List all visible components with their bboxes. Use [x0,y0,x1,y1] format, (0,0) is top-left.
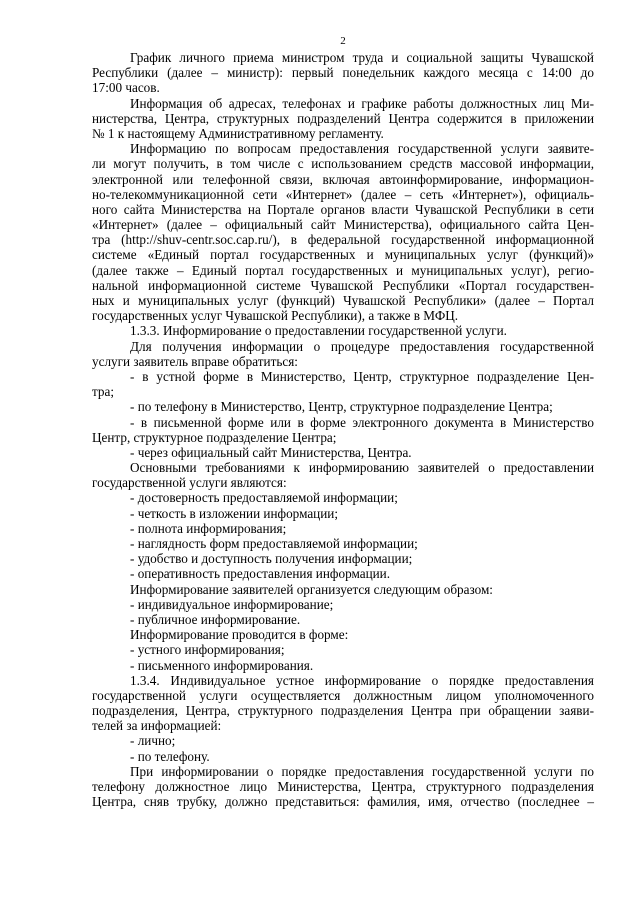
text-line: электронной или телефонной связи, включая автоинформирование, информацион- [92,171,594,187]
text-line: Информацию по вопросам предоставления государственной услуги заявите- [130,141,594,157]
text-line: 1.3.3. Информирование о предоставлении государственной услуги. [130,323,507,339]
document-body [92,50,594,809]
text-line: Для получения информации о процедуре предоставления государственной [130,338,594,354]
text-line: телей за информацией: [92,718,222,734]
text-line: - достоверность предоставляемой информации; [130,490,398,506]
text-line: государственных услуг Чувашской Республики), а также в МФЦ. [92,308,459,324]
text-line: Информация об адресах, телефонах и графике работы должностных лиц Ми- [130,95,594,111]
text-line: ли могут получить, в том числе с использованием средств массовой информации, [92,156,594,172]
text-line: № 1 к настоящему Административному регламенту. [92,125,384,141]
text-line: государственной услуги являются: [92,475,287,491]
text-line: - оперативность предоставления информации. [130,566,391,582]
text-line: тра (http://shuv-centr.soc.cap.ru/), в федеральной государственной информационной [92,232,594,248]
text-line: Основными требованиями к информированию заявителей о предоставлении [130,460,594,476]
text-line: - устного информирования; [130,642,285,658]
text-line: 17:00 часов. [92,80,160,96]
text-line: - публичное информирование. [130,611,301,627]
text-line: Информирование проводится в форме: [130,627,349,643]
text-line: Республики (далее – министр): первый понедельник каждого месяца с 14:00 до [92,65,594,81]
text-line: системе «Единый портал государственных и муниципальных услуг (функций)» [92,247,594,263]
text-line: - в устной форме в Министерство, Центр, структурное подразделение Цен- [130,368,594,384]
text-line: Центра, сняв трубку, должно представиться: фамилия, имя, отчество (последнее – [92,794,594,810]
text-line: государственной услуги осуществляется должностным лицом уполномоченного [92,687,594,703]
text-line: При информировании о порядке предоставления государственной услуги по [130,763,594,779]
text-line: нистерства, Центра, структурных подразделений Центра содержится в приложении [92,110,594,126]
text-line: тра; [92,384,115,400]
text-line: - в письменной форме или в форме электронного документа в Министерство [130,414,594,430]
text-line: нальной информационной системе Чувашской Республики «Портал государствен- [92,277,594,293]
text-line: Информирование заявителей организуется следующим образом: [130,581,493,597]
text-line: - письменного информирования. [130,657,314,673]
text-line: Центр, структурное подразделение Центра; [92,429,337,445]
text-line: - наглядность форм предоставляемой информации; [130,536,418,551]
text-line: услуги заявитель вправе обратиться: [92,353,298,369]
text-line: 1.3.4. Индивидуальное устное информирование о порядке предоставления [130,672,594,688]
text-line: (далее также – Единый портал государственных и муниципальных услуг), регио- [92,262,594,278]
text-line: «Интернет» (далее – официальный сайт Министерства), официального сайта Цен- [92,217,594,233]
text-line: телефону должностное лицо Министерства, Центра, структурного подразделения [92,779,594,794]
text-line: подразделения, Центра, структурного подразделения Центра при обращении заяви- [92,703,594,719]
text-line: - лично; [130,733,176,749]
text-line: - индивидуальное информирование; [130,596,334,612]
page-number: 2 [340,35,346,47]
text-line: - полнота информирования; [130,520,287,536]
text-line: - по телефону. [130,748,210,764]
text-line: ного сайта Министерства на Портале органов власти Чувашской Республики в сети [92,201,594,217]
text-line: но-телекоммуникационной сети «Интернет» (далее – сеть «Интернет»), официаль- [92,186,594,202]
text-line: - удобство и доступность получения информации; [130,551,413,567]
text-line: - через официальный сайт Министерства, Центра. [130,444,412,460]
text-line: - по телефону в Министерство, Центр, структурное подразделение Центра; [130,399,553,415]
text-line: ных и муниципальных услуг (функций) Чувашской Республики» (далее – Портал [92,293,594,308]
text-line: График личного приема министром труда и социальной защиты Чувашской [130,50,594,65]
text-line: - четкость в изложении информации; [130,505,339,521]
